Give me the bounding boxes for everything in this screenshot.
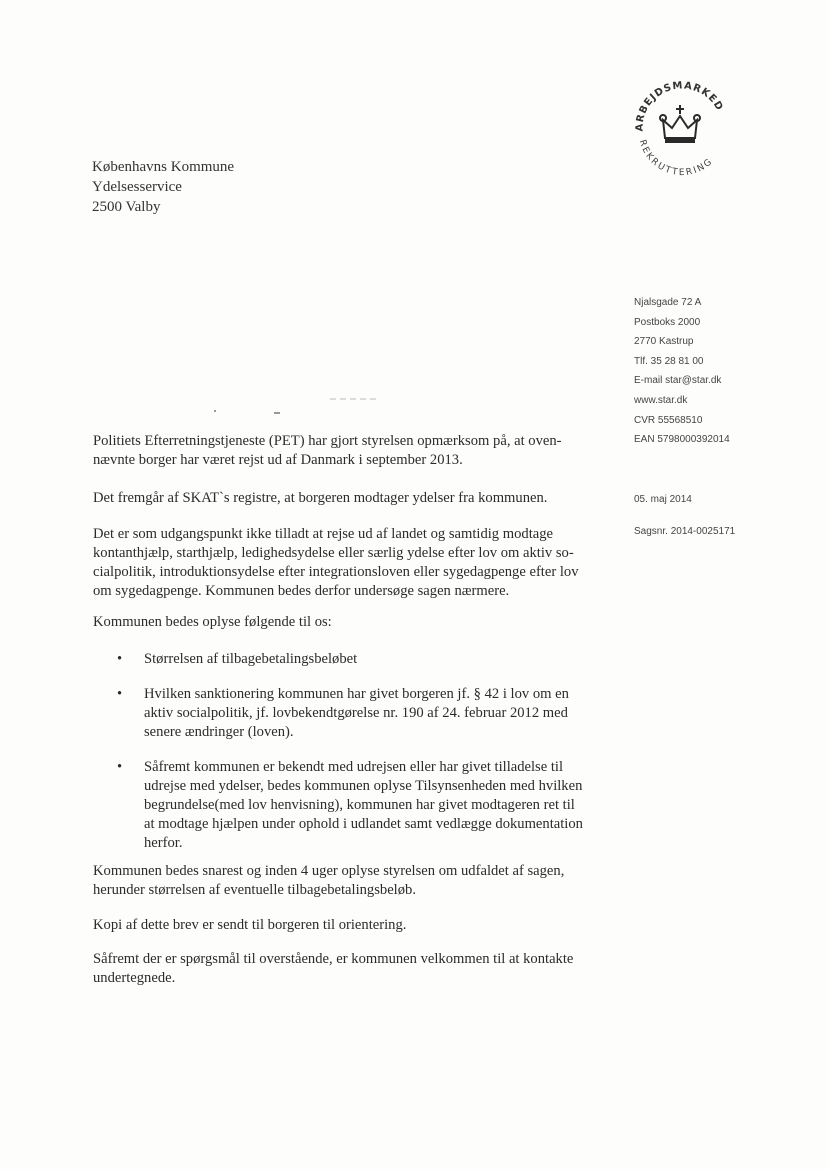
case-number: Sagsnr. 2014-0025171 [634,526,736,537]
list-item-line: Såfremt kommunen er bekendt med udrejsen eller har givet tilladelse til [144,759,564,775]
paragraph-line: Kommunen bedes oplyse følgende til os: [93,614,332,630]
paragraph-line: undertegnede. [93,970,176,986]
paragraph-line: kontanthjælp, starthjælp, ledighedsydelse eller særlig ydelse efter lov om aktiv so- [93,545,574,561]
list-item-text [144,685,569,742]
paragraph-request [93,613,613,632]
recipient-line: Københavns Kommune [92,159,235,175]
paragraph-line: Kommunen bedes snarest og inden 4 uger oplyse styrelsen om udfaldet af sagen, [93,863,565,879]
paragraph-line: Kopi af dette brev er sendt til borgeren til orientering. [93,917,407,933]
paragraph-line: herunder størrelsen af eventuelle tilbagebetalingsbeløb. [93,882,416,898]
bullet-icon: • [117,686,123,702]
list-item-line: herfor. [144,835,183,851]
paragraph-rules [93,525,613,601]
paragraph-line: nævnte borger har været rejst ud af Danmark i september 2013. [93,452,463,468]
list-item-line: aktiv socialpolitik, jf. lovbekendtgørelse nr. 190 af 24. februar 2012 med [144,705,568,721]
bullet-icon: • [117,651,123,667]
list-item-text [144,758,583,853]
sender-street: Njalsgade 72 A [634,297,702,308]
paragraph-deadline [93,862,613,900]
paragraph-line: Det fremgår af SKAT`s registre, at borgeren modtager ydelser fra kommunen. [93,490,548,506]
list-item-text [144,650,357,669]
paragraph-contact [93,950,613,988]
paragraph-line: Såfremt der er spørgsmål til overstående, er kommunen velkommen til at kontakte [93,951,574,967]
bullet-icon: • [117,759,123,775]
svg-text:REKRUTTERING: REKRUTTERING [636,138,716,179]
sender-phone: Tlf. 35 28 81 00 [634,355,704,367]
paragraph-copy [93,916,613,935]
svg-text:ARBEJDSMARKED: ARBEJDSMARKED [634,80,726,132]
list-item-line: Størrelsen af tilbagebetalingsbeløbet [144,651,358,667]
letter-date: 05. maj 2014 [634,494,692,505]
recipient-line: Ydelsesservice [92,179,182,195]
sender-postbox: Postboks 2000 [634,316,701,328]
sender-email: E-mail star@star.dk [634,375,722,387]
sender-cvr: CVR 55568510 [634,414,703,426]
paragraph-pet [93,432,613,470]
list-item-line: begrundelse(med lov henvisning), kommunen har givet modtageren ret til [144,797,575,813]
list-item-line: udrejse med ydelser, bedes kommunen oplyse Tilsynsenheden med hvilken [144,778,583,794]
list-item-line: Hvilken sanktionering kommunen har givet borgeren jf. § 42 i lov om en [144,686,569,702]
recipient-line: 2500 Valby [92,199,161,215]
sender-city: 2770 Kastrup [634,336,694,348]
paragraph-line: Politiets Efterretningstjeneste (PET) har gjort styrelsen opmærksom på, at oven- [93,433,562,449]
paragraph-line: cialpolitik, introduktionsydelse efter integrationsloven eller sygedagpenge efter lov [93,564,579,580]
paragraph-skat [93,489,613,508]
paragraph-line: Det er som udgangspunkt ikke tilladt at rejse ud af landet og samtidig modtage [93,526,554,542]
paragraph-line: om sygedagpenge. Kommunen bedes derfor undersøge sagen nærmere. [93,583,510,599]
sender-ean: EAN 5798000392014 [634,434,730,446]
sender-website: www.star.dk [634,394,688,406]
list-item-line: senere ændringer (loven). [144,724,294,740]
list-item-line: at modtage hjælpen under ophold i udlandet samt vedlægge dokumentation [144,816,583,832]
